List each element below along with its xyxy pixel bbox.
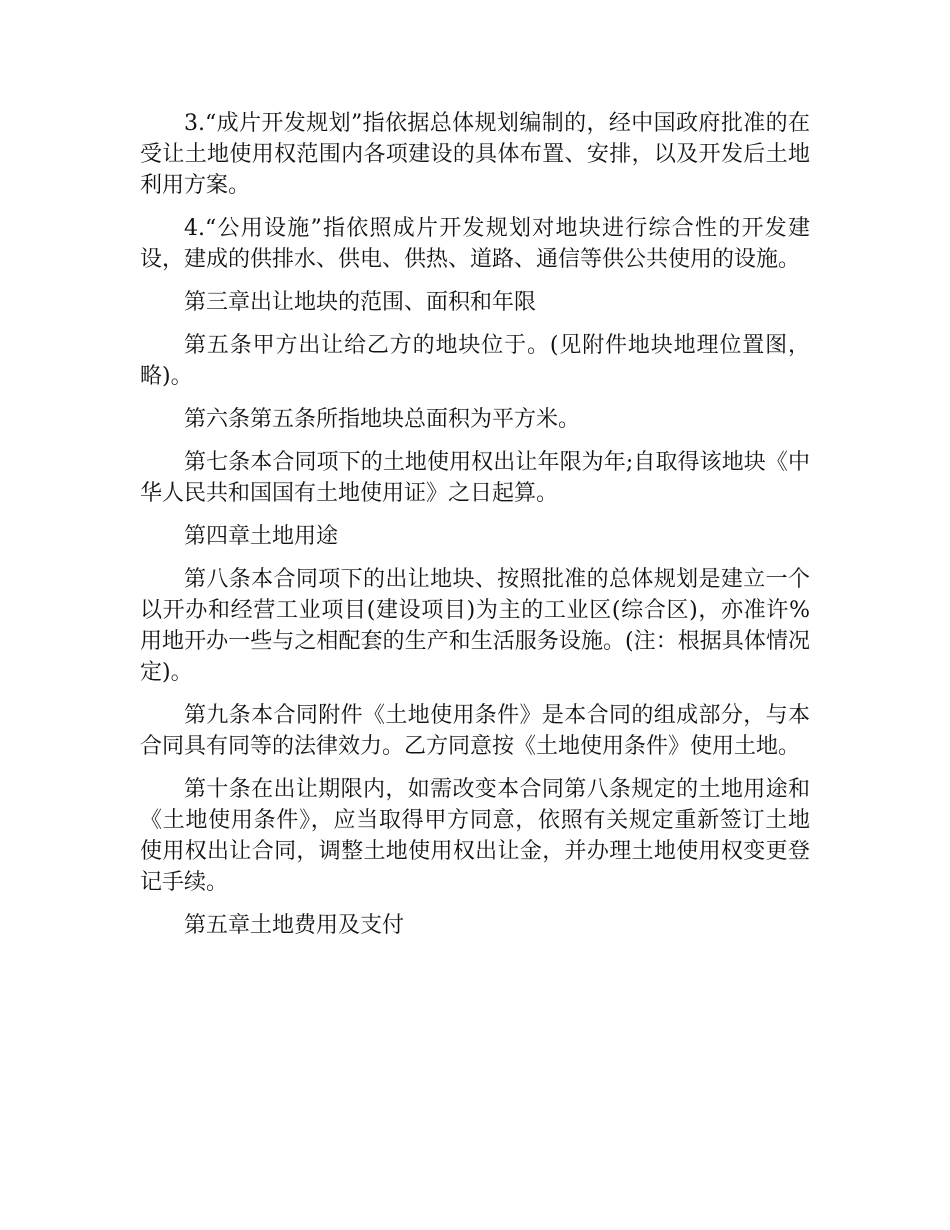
document-page: [140, 108, 810, 953]
paragraph-article-8: 第八条本合同项下的出让地块、按照批准的总体规划是建立一个以开办和经营工业项目(建设项目)为主的工业区(综合区)，亦准许%用地开办一些与之相配套的生产和生活服务设施。(注：根据具体情况定)。: [140, 567, 810, 685]
paragraph-article-5: 第五条甲方出让给乙方的地块位于。(见附件地块地理位置图，略)。: [140, 333, 810, 389]
paragraph-definition-3: 3.“成片开发规划”指依据总体规划编制的，经中国政府批准的在受让土地使用权范围内各项建设的具体布置、安排，以及开发后土地利用方案。: [140, 111, 810, 198]
chapter-heading-3: 第三章出让地块的范围、面积和年限: [184, 290, 537, 315]
chapter-heading-5: 第五章土地费用及支付: [184, 913, 405, 938]
paragraph-definition-4: 4.“公用设施”指依照成片开发规划对地块进行综合性的开发建设，建成的供排水、供电、供热、道路、通信等供公共使用的设施。: [140, 216, 810, 272]
paragraph-article-9: 第九条本合同附件《土地使用条件》是本合同的组成部分，与本合同具有同等的法律效力。乙方同意按《土地使用条件》使用土地。: [140, 703, 810, 759]
paragraph-article-6: 第六条第五条所指地块总面积为平方米。: [184, 407, 581, 432]
paragraph-article-7: 第七条本合同项下的土地使用权出让年限为年;自取得该地块《中华人民共和国国有土地使用证》之日起算。: [140, 450, 810, 506]
chapter-heading-4: 第四章土地用途: [184, 524, 339, 549]
paragraph-article-10: 第十条在出让期限内，如需改变本合同第八条规定的土地用途和《土地使用条件》，应当取得甲方同意，依照有关规定重新签订土地使用权出让合同，调整土地使用权出让金，并办理土地使用权变更登记手续。: [140, 777, 810, 895]
